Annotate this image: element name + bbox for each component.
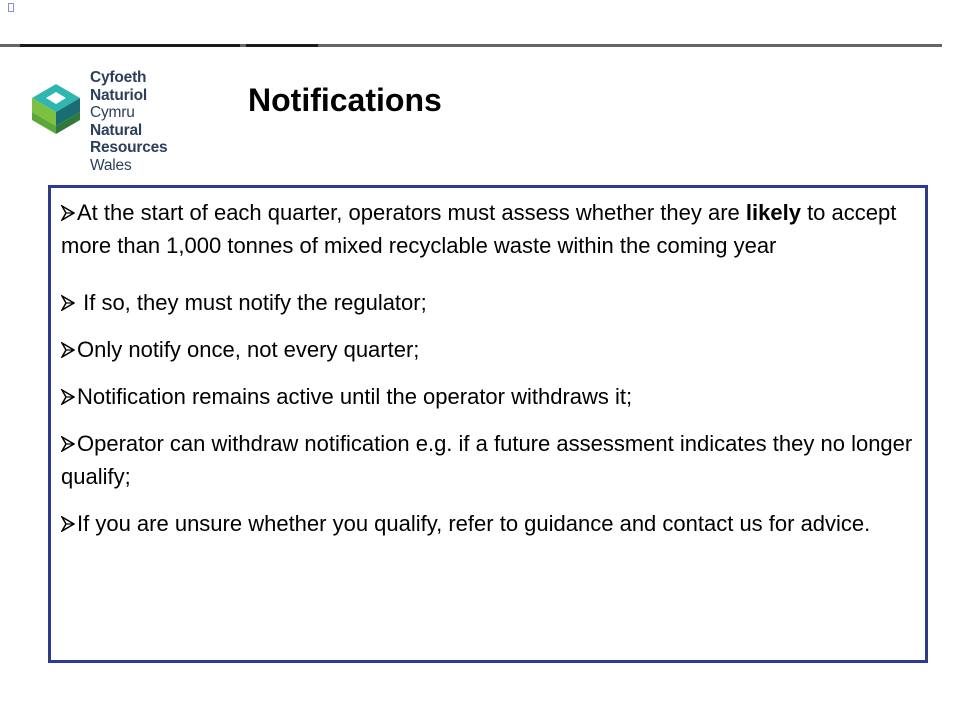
logo-line: Cyfoeth <box>90 69 147 86</box>
bullet-text: At the start of each quarter, operators must assess whether they are <box>77 200 746 225</box>
arrow-bullet-icon <box>61 295 75 311</box>
bullet-item <box>61 286 915 319</box>
bullet-emphasis: likely <box>745 200 801 225</box>
bullet-text: Operator can withdraw notification e.g. if a future assessment indicates they no longer qualify; <box>61 431 913 489</box>
bullet-item <box>61 427 915 493</box>
arrow-bullet-icon <box>61 389 75 405</box>
logo-line: Natural <box>90 121 143 139</box>
content-box <box>48 185 928 663</box>
logo-line: Wales <box>90 156 132 174</box>
bullet-text: If so, they must notify the regulator; <box>77 290 427 315</box>
corner-glyph <box>8 3 14 12</box>
bullet-text: to accept more than 1,000 tonnes of mixed recyclable waste within the coming year <box>61 200 897 258</box>
bullet-text: If you are unsure whether you qualify, refer to guidance and contact us for advice. <box>77 511 871 536</box>
bullet-item <box>61 196 915 262</box>
logo-mark-icon <box>28 80 84 150</box>
slide-title: Notifications <box>248 82 442 118</box>
bullet-text: Only notify once, not every quarter; <box>77 337 420 362</box>
arrow-bullet-icon <box>61 342 75 358</box>
arrow-bullet-icon <box>61 205 75 221</box>
header-rule <box>0 44 942 47</box>
logo-line: Cymru <box>90 104 135 121</box>
logo-line: Resources <box>90 139 168 156</box>
bullet-item <box>61 507 915 540</box>
bullet-item <box>61 380 915 413</box>
logo-wordmark <box>90 69 200 174</box>
bullet-item <box>61 333 915 366</box>
arrow-bullet-icon <box>61 516 75 532</box>
logo-line: Naturiol <box>90 86 147 104</box>
bullet-text: Notification remains active until the operator withdraws it; <box>77 384 633 409</box>
arrow-bullet-icon <box>61 436 75 452</box>
